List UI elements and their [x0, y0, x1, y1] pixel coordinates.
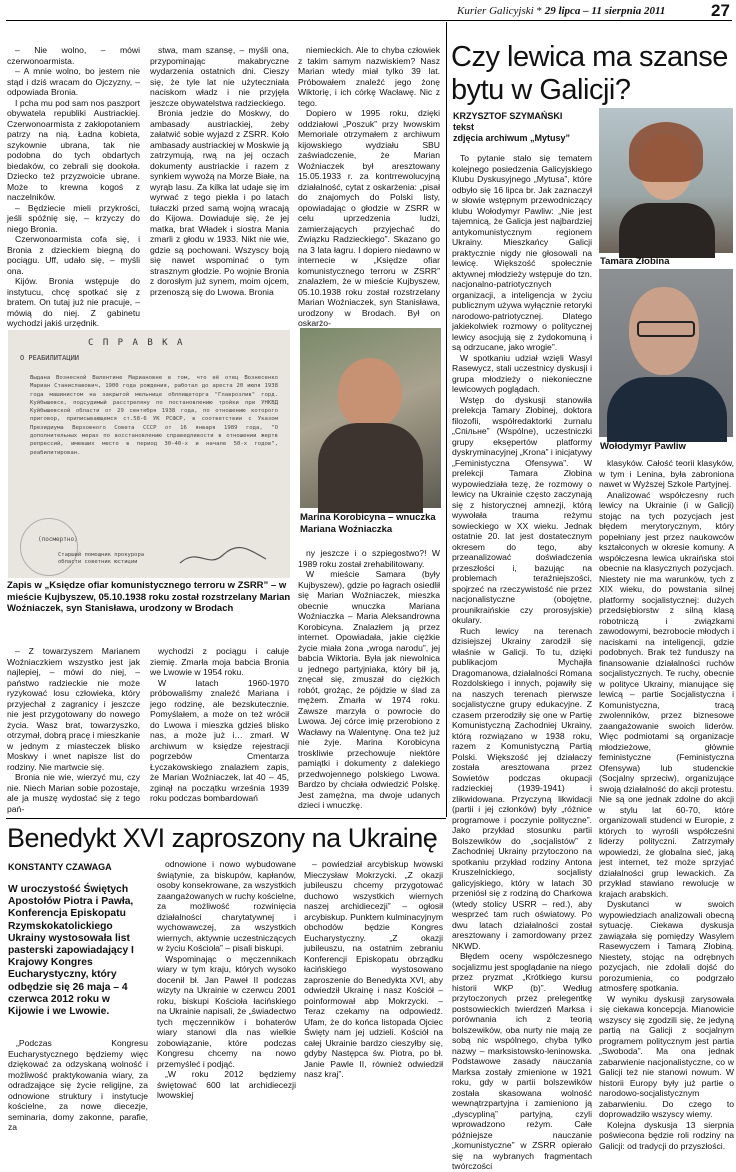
- paragraph: stwa, mam szansę, – myśli ona, przypominając makabryczne wydarzenia ostatnich dni. Cieszy się, że tyle lat nie użyteczniała naciskom władz i nie przyjęła jeszcze obywatelstwa radzieckiego.: [150, 45, 289, 108]
- story-col2-bottom: [150, 646, 289, 816]
- lewica-byline-text: tekst: [453, 122, 475, 132]
- header-publication: [457, 5, 665, 17]
- photo-subject-glasses: [637, 321, 695, 337]
- caption-tamara: Tamara Złobina: [600, 256, 670, 267]
- paragraph: Ruch lewicy na terenach dzisiejszej Ukrainy zarodził się właśnie w Galicji. To tu, dzięki publikacjom Mychajła Dragomanowa, działalności Romana Rozdolskiego i innych, pojawiły się na naszych terenach pierwsze socjalistyczne grupy edukacyjne. Z czasem przerodziły się one w Partię Komunistyczną Zachodniej Ukrainy, którą rozwiązano w 1938 roku, razem z Komunistyczną Partią Polski. Większość jej działaczy została aresztowana przez Sowietów podczas okupacji radzieckiej (1939-1941) i zlikwidowana. Przyczyną likwidacji (partii i jej członków) były „różnice programowe i poczynie polityczne”. Jako przykład stosunku partii Bolszewików do „socjalistów” z Zachodniej Ukrainy przytoczono na spotkaniu przykład rodziny Antona Kruszelnickiego, socjalisty galicyjskiego, który w latach 30 przeniósł się z rodziną do Charkowa (wtedy stolicy USRR – red.), aby wesprzeć tam ruch oświatowy. Po dwu latach działalności został aresztowany i zamordowany przez NKWD.: [452, 625, 592, 951]
- official-stamp: [20, 518, 78, 576]
- paragraph: W latach 1960-1970 próbowaliśmy znaleźć Mariana i jego rodzinę, ale bezskutecznie. Pomyślałem, a może on też wrócił do Lwowa i mieszka gdzieś blisko nas, a może już i… zmarł. W archiwum w księdze rejestracji pogrzebów Cmentarza Łyczakowskiego znalazłem zapis, że Marian Woźniaczek, lat 40 – 45, zginął na początku września 1939 roku podczas bombardowań: [150, 677, 289, 803]
- right-article-divider: [446, 22, 447, 817]
- story-col3-top: [298, 45, 440, 328]
- header-rule: [6, 20, 732, 21]
- benedykt-col-c: [304, 859, 443, 1101]
- tamara-zlobina-photo: [599, 108, 733, 253]
- page-number: 27: [711, 1, 730, 20]
- lewica-byline-photos: zdjęcia archiwum „Mytusy”: [453, 133, 571, 143]
- paragraph: niemieckich. Ale to chyba człowiek z takim samym nazwiskiem? Nasz Marian wtedy miał tylko 39 lat. Próbowałem znaleźć jego żonę Wiktorię, i ich córkę Wacławę. Nic z tego.: [298, 45, 440, 108]
- rehabilitation-document-image: [8, 330, 290, 578]
- benedykt-col-b: [157, 859, 296, 1101]
- paragraph: – Nie wolno, – mówi czerwonoarmista.: [7, 45, 140, 66]
- signature-mark: [178, 545, 268, 569]
- publication-name: Kurier Galicyjski: [457, 5, 534, 17]
- photo-subject-clothing: [318, 423, 423, 513]
- paragraph: Dyskutanci w swoich wypowiedziach analizowali obecną sytuację. Ciekawa dyskusja zawiązała się pomiędzy Wasylem Rasewyczem i Tamarą Złobiną. Niestety, stojąc na odrębnych pozycjach, nie zdołali dojść do porozumienia, co podgrzało atmosferę spotkania.: [599, 899, 734, 993]
- paragraph: Wspominając o męczennikach wiary w tym kraju, których wysoko docenił bł. Jan Paweł II podczas wizyty na Ukrainie w czerwcu 2001 roku, biskupi Kościoła łacińskiego na Ukrainie napisali, że „świadectwo tych męczenników i bohaterów wiary stanowi dla nas wielkie zobowiązanie, które podczas Kongresu chcemy na nowo przemyśleć i podjąć.: [157, 953, 296, 1069]
- lewica-title: Czy lewica ma szanse bytu w Galicji?: [451, 41, 728, 106]
- paragraph: Błędem oceny współczesnego socjalizmu jest spoglądanie na niego przez pryzmat „Krótkiego kursu historii WKP (b)”. Według przytoczonych przez prelegentkę postsowieckich twierdzeń Marksa i porównania ich z teorią bolszewików, oba nurty nie mają ze sobą nic wspólnego, chyba tylko nazwy – marksistowsko-leninowska. Podstawowe zasady nauczania Marksa zostały zmienione w 1921 roku, gdy w partii bolszewików została skasowana wolność wewnątrzpartyjna i zamieniono ją „dyscypliną” partyjną, czyli wprowadzono reżym. Całe późniejsze nauczanie „komunistyczne” w ZSRR opierało się na wybranych fragmentach twórczości: [452, 951, 592, 1171]
- paragraph: Czerwonoarmista cofa się, i Bronia z dzieckiem biegną do pociągu. Uff, udało się, – myśli ona.: [7, 234, 140, 276]
- paragraph: Dopiero w 1995 roku, dzięki oddziałowi „Poszuk” przy lwowskim Memoriale otrzymałem z archiwum kijowskiego wydziału SBU zaświadczenie, że Marian Woźniaczek był aresztowany 15.05.1933 r. za kontrrewolucyjną działalność, cytat z oskarżenia: „pisał do znajomych do Polski listy, opowiadając o głodzie w ZSRR w celu uprzedzenia ludzi, zamierzających przyjechać do Związku Radzieckiego”. Skazano go na 3 lata łagru. I dopiero niedawno w internecie w „Księdze ofiar komunistycznego terroru w ZSRR” znalazłem, że w mieście Kujbyszew, 05.10.1938 roku został rozstrzelany Marian Woźniaczek, syn Stanisława, urodzony w Brodach. Był on oskarżo-: [298, 108, 440, 328]
- benedykt-author: KONSTANTY CZAWAGA: [8, 862, 112, 872]
- benedykt-top-rule: [6, 818, 446, 819]
- paragraph: wychodzi z pociągu i całuje ziemię. Zmarła moja babcia Bronia we Lwowie w 1954 roku.: [150, 646, 289, 677]
- paragraph: „W roku 2012 będziemy świętować 600 lat archidiecezji lwowskiej: [157, 1069, 296, 1100]
- story-col1-bottom: [7, 646, 140, 816]
- lewica-col-b: [599, 458, 734, 1151]
- paragraph: – powiedział arcybiskup lwowski Mieczysław Mokrzycki. „Z okazji jubileuszu chcemy przygotować duchowo wszystkich wiernych naszej archidiecezji” – ogłosił arcybiskup. Punktem kulminacyjnym obchodów będzie Kongres Eucharystyczny. „Z okazji jubileuszu, na ostatnim zebraniu Konferencji Episkopatu obrządku łacińskiego wystosowano zaproszenie do Benedykta XVI, aby odwiedził Ukrainę i nasz Kościół – poinformował abp Mokrzycki. – Teraz czekamy na odpowiedź. Ufam, że do końca listopada Ojciec Święty nam jej udzieli. Kościół na całej Ukrainie bardzo cieszyłby się, gdyby Następca św. Piotra, po bł. Janie Pawle II, również odwiedził nasz kraj”.: [304, 859, 443, 1079]
- paragraph: – Z towarzyszem Marianem Woźniaczkiem wszystko jest jak najlepiej, – mówi do niej, – państwo radzieckie nie może ryzykować losu człowieka, który przyjechał z zagranicy i jeszcze nie jest przygotowany do nowego życia. Wasz brat, towarzyszko, otrzymał, dobrą pracę i mieszkanie w jednym z miasteczek blisko Moskwy i wnet napisze list do rodziny. Nie martwcie się.: [7, 646, 140, 772]
- document-stamp-text: (посмертно): [38, 536, 78, 543]
- marina-photo: [300, 328, 441, 508]
- lewica-author: KRZYSZTOF SZYMAŃSKI: [453, 111, 563, 121]
- issue-dates: 29 lipca – 11 sierpnia 2011: [544, 5, 666, 17]
- paragraph: Analizować współczesny ruch lewicy na Ukrainie (i w Galicji) stojąc na tych pozycjach jest błędem merytorycznym, który popełniany jest przez naukowców kształconych w okresie komuny. A współczesna lewica ukraińska stoi obecnie na klasycznych pozycjach. Niestety nie ma warunków, tych z XIX wieku, do powstania silnej platformy socjalistycznej: dużych przedsiębiorstw z silną klasą robotniczą i związkami zawodowymi, bezrobocie młodych i naciskami na inteligencji, gdzie podobnych. Brak też funduszy na finansowanie działalności ruchów socjalistycznych. Te ruchy, obecnie w polityce Ukrainy, mianujące się lewicą – partie Socjalistyczna i Komunistyczna, tracą zwolenników, przez biznesowe zaangażowanie swoich liderów. Więc podmiotami są organizacje młodzieżowe, głównie feministyczne (Feministyczna Ofensywa) lub studenckie (Socjalny sprzeciw), organizujące swoją działalność do akcji protestu. Nie są one jednak zdolne do akcji w stylu lat 60-70, które organizowali studenci w Europie, z których to wyrośli współcześni liderzy polityczni. Zatrzymały wpowiedzi, że globalna sieć, jaką jest internet, też może sprzyjać działalności grup lewackich. Za przykład stawiano rewolucje w krajach arabskich.: [599, 489, 734, 899]
- photo-subject: [338, 358, 402, 428]
- wolodymyr-pawliw-photo: [599, 269, 733, 437]
- photo-subject-clothing: [619, 203, 715, 258]
- photo-subject-clothing: [607, 377, 727, 442]
- paragraph: W spotkaniu udział wzięli Wasyl Rasewycz, stali uczestnicy dyskusji i grupa młodzieży o niekonieczne lewicowych poglądach.: [452, 352, 592, 394]
- benedykt-lead: W uroczystość Świętych Apostołów Piotra i Pawła, Konferencja Episkopatu Rzymskokatolickiego Ukrainy wystosowała list pasterski zapowiadający I Krajowy Kongres Eucharystyczny, który odbędzie się 26 maja – 4 czerwca 2012 roku w Kijowie i we Lwowie.: [8, 884, 134, 1018]
- paragraph: „Podczas Kongresu Eucharystycznego będziemy więc dziękować za odzyskaną wolność i możliwość praktykowania wiary, za odradzające się życie religijne, za odnowione struktury i instytucje kościelne, za nowe diecezje, seminaria, domy zakonne, parafie, za: [8, 1038, 148, 1132]
- story-col3-bottom: [298, 548, 440, 816]
- paragraph: ny jeszcze i o szpiegostwo?! W 1989 roku został zrehabilitowany.: [298, 548, 440, 569]
- header-separator: *: [536, 5, 542, 17]
- paragraph: Kolejna dyskusja 13 sierpnia poświecona będzie roli rodziny na Galicji: od tradycji do przyszłości.: [599, 1119, 734, 1151]
- paragraph: W wyniku dyskusji zarysowała się ciekawa koncepcja. Mianowicie wszyscy się zgodzili się, że jedyną partią na Galicji z socjalnym programem politycznym jest partia „Swoboda”. Ma ona jednak zabarwienie nacjonalistyczne, co w Galicji też nie stanowi nowum. W historii Europy były już partie o narodowo-socjalistycznym zabarwieniu. Do czego to doprowadziło wszyscy wiemy.: [599, 993, 734, 1119]
- paragraph: I pcha mu pod sam nos paszport obywatela republiki Austriackiej. Czerwonoarmista z zakłopotaniem patrzy na nią. Ładna kobieta, szykownie ubrana, tak nie podobna do tych obdartych biedaków, co zebrali się dookoła. Dziecko też przyzwoicie ubrane. Może to krewna kogoś z naczelników.: [7, 97, 140, 202]
- lewica-col-a: [452, 153, 592, 1171]
- paragraph: Bronia nie wie, wierzyć mu, czy nie. Niech Marian sobie pozostaje, ale ja muszę wydostać się z tego pań-: [7, 772, 140, 814]
- paragraph: Bronia jedzie do Moskwy, do ambasady austriackiej, żeby załatwić sobie wyjazd z ZSRR. Koło ambasady austriackiej w Moskwie ją zatrzymują, rwą na jej oczach dokumenty austriackie i razem z synkiem wywożą na Morze Białe, na wyrąb lasu. Za kilka lat udaje się im wyrwać z tego piekła i po latach tułaczki przed samą wojną wracają do Kijowa. Dowiaduje się, że jej matka, brat Władek i siostra Mania zmarli z głodu w 1933. Nikt nie wie, gdzie są pochowani. Wszyscy boją się nawet wspominać o tym strasznym głodzie. Po wojnie Bronia z dorosłym już synem, moim ojcem, przenoszą się do Lwowa. Bronia: [150, 108, 289, 297]
- paragraph: – Będziecie mieli przykrości, jeśli spóźnię się, – krzyczy do niego Bronia.: [7, 202, 140, 234]
- story-col1-top: [7, 45, 140, 345]
- paragraph: Kijów. Bronia wstępuje do instytucu, chcę spotkać się z bratem. On tutaj już nie pracuje, – mówią do niej. Z gabinetu wychodzi jakiś urzędnik.: [7, 276, 140, 328]
- paragraph: W mieście Samara (były Kujbyszew), gdzie po łagrach osiedlił się Marian Woźniaczek, mieszka obecnie wnuczka Mariana Woźniaczka – Maria Aleksandrowna Korobicyna. Znalazłem ją przez internet. Opowiadała, jakie ciężkie życie miała żona „wroga narodu”, jej babcia Wiktoria. Była jak niewolnica u jednego partyjniaka, który bił ją, znęcał się, zmuszał do ciężkich robót, grożąc, że pójdzie w ślad za mężem. Zmarła w 1974 roku. Zawsze marzyła o powrocie do Lwowa. Jej córce imię przerobiono z Wacławy na Walentynę. Ona też już nie żyje. Marina Korobicyna troskliwie przechowuje niektóre pamiątki i dokumenty z dalekiego przedwojennego polskiego Lwowa. Bardzo by chciała odwiedzić Polskę. Jest zamężna, ma dwoje udanych dzieci i wnuczkę.: [298, 569, 440, 810]
- photo-subject-hair: [629, 122, 703, 182]
- document-signature-label: Старший помощник прокурора области советник юстиции: [58, 552, 145, 565]
- benedykt-col-a: [8, 1038, 148, 1132]
- paragraph: klasyków. Całość teorii klasyków, w tym i Lenina, była zabroniona nawet w Wyższej Szkole Partyjnej.: [599, 458, 734, 489]
- paragraph: To pytanie stało się tematem kolejnego posiedzenia Galicyjskiego Klubu Dyskusyjnego „Mytusa”, które odbyło się 16 lipca br. Jak zaznaczył w słowie wstępnym przewodniczący klubu Wołodymyr Pawliw: „Nie jest tajemnicą, że Galicja jest najbardziej antykomunistycznym regionem Ukrainy. Mieszkańcy Galicji praktycznie nigdy nie głosowali na lewicę. Większość społecznie aktywnej młodzieży wstępuje do tzn. nacjonalno-patriotycznych organizacji, a inteligencja w życiu publicznym używa wyłącznie retoryki narodowo-patriotycznej. Dlatego jakiekolwiek rozmowy o politycznej lewicy asocjują się z żydokomuną i są odrzucane, jako wrogie”.: [452, 153, 592, 352]
- document-heading: С П Р А В К А: [88, 338, 185, 348]
- paragraph: odnowione i nowo wybudowane świątynie, za biskupów, kapłanów, osoby konsekrowane, za wszystkich zaangażowanych w ruchy kościelne, za możliwość rozwinięcia działalności charytatywnej i wychowawczej, za wszystkich wiernych, aktywnie uczestniczących w życiu Kościoła” – pisali biskupi.: [157, 859, 297, 953]
- paragraph: – A mnie wolno, bo jestem nie stąd i dziś wracam do Ojczyzny, – odpowiada Bronia.: [7, 66, 140, 97]
- caption-document: Zapis w „Księdze ofiar komunistycznego terroru w ZSRR” – w mieście Kujbyszew, 05.10.1938 roku został rozstrzelany Marian Woźniaczek, syn Stanisława, urodzony w Brodach: [7, 580, 291, 614]
- benedykt-title: Benedykt XVI zaproszony na Ukrainę: [7, 823, 438, 853]
- story-col2-top: [150, 45, 289, 345]
- caption-wolodymyr: Wołodymyr Pawliw: [600, 441, 686, 452]
- caption-marina: Marina Korobicyna – wnuczka Mariana Woźniaczka: [300, 512, 436, 535]
- document-body: Выдана Вознесной Валентине Мариановне в том, что её отец Вознесенко Мариан Станиславович, 1900 года рождения, работал до ареста 20 июля 1938 года машинистом на закрытой мельнице облпищеторга "Главрозлив" горд. Куйбышевск, подсудимый расстреляну по постановлению тройки при УНКВД Куйбышевской области от 29 сентября 1938 года, по отношению которого приговор, приписывающемся ст.58-6 УК РСФСР, в соответствии с Указом Президиума Верховного Совета СССР от 16 января 1989 года, "О дополнительных мерах по восстановлению справедливости в отношении жертв репрессий, имевших место в период 30-40-х и начале 50-х годов", реабилитирован.: [30, 375, 278, 456]
- document-subheading: О РЕАБИЛИТАЦИИ: [20, 354, 80, 362]
- paragraph: Wstęp do dyskusji stanowiła prelekcja Tamary Złobinej, doktora filozofii, współredaktorki żurnalu „Спільне” (Wspólne), uczestniczki grupy eksępertów platformy dyskryminacyjnej „Krona” i inicjatywy „Feministyczna Ofensywa”. W prelekcji Tamara Złobina wypowiedziała tezę, że rozmowy o lewicy na Ukrainie często zaczynają się z historycznej amnezji, którą wywołała trauma reżymu sowieckiego w XX wieku. Jednak ostatnie 20. lat jest dostatecznym okresem do tego, aby przeanalizować doświadczenia przeszłości i, bazując na problemach teraźniejszości, spojrzeć na rzeczywistość nie przez nacjonalistyczne (obojętne, prounikraińskie czy prorosyjskie) okulary.: [452, 394, 592, 625]
